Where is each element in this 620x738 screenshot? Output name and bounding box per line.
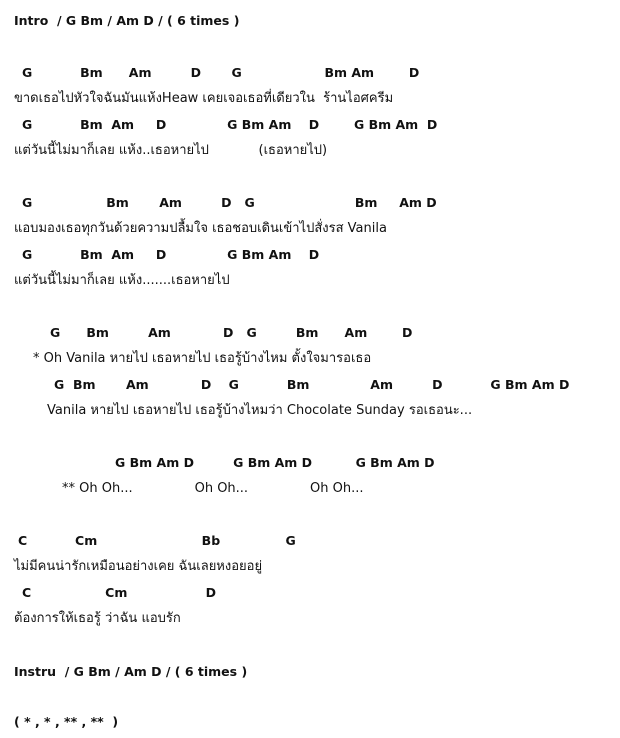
verse3-chords-1: C Cm Bb G <box>18 533 296 548</box>
verse1-chords-1: G Bm Am D G Bm Am D <box>22 65 420 80</box>
verse3-lyric-2: ต้องการให้เธอรู้ ว่าฉัน แอบรัก <box>14 611 181 626</box>
chorus-lyric-2: Vanila หายไป เธอหายไป เธอรู้บ้างไหมว่า Chocolate Sunday รอเธอนะ... <box>47 403 473 418</box>
instru-line: Instru / G Bm / Am D / ( 6 times ) <box>14 664 248 679</box>
chorus-chords-2: G Bm Am D G Bm Am D G Bm Am D <box>54 377 570 392</box>
verse1-lyric-2: แต่วันนี้ไม่มาก็เลย แห้ง..เธอหายไป (เธอหายไป) <box>14 143 328 158</box>
verse2-chords-2: G Bm Am D G Bm Am D <box>22 247 320 262</box>
verse1-chords-2: G Bm Am D G Bm Am D G Bm Am D <box>22 117 438 132</box>
verse2-lyric-2: แต่วันนี้ไม่มาก็เลย แห้ง.......เธอหายไป <box>14 273 230 288</box>
chorus-chords-1: G Bm Am D G Bm Am D <box>50 325 413 340</box>
bridge-lyric: ** Oh Oh... Oh Oh... Oh Oh... <box>62 481 364 496</box>
verse2-lyric-1: แอบมองเธอทุกวันด้วยความปลื้มใจ เธอชอบเดินเข้าไปสั่งรส Vanila <box>14 221 387 236</box>
verse3-lyric-1: ไม่มีคนน่ารักเหมือนอย่างเคย ฉันเลยหงอยอยู่ <box>14 559 263 574</box>
verse1-lyric-1: ขาดเธอไปหัวใจฉันมันแห้งHeaw เคยเจอเธอที่เดียวใน ร้านไอศครีม <box>14 91 394 106</box>
verse2-chords-1: G Bm Am D G Bm Am D <box>22 195 437 210</box>
order-line: ( * , * , ** , ** ) <box>14 714 119 729</box>
bridge-chords: G Bm Am D G Bm Am D G Bm Am D <box>115 455 435 470</box>
intro-line: Intro / G Bm / Am D / ( 6 times ) <box>14 13 240 28</box>
chorus-lyric-1: * Oh Vanila หายไป เธอหายไป เธอรู้บ้างไหม ตั้งใจมารอเธอ <box>33 351 372 366</box>
verse3-chords-2: C Cm D <box>22 585 217 600</box>
